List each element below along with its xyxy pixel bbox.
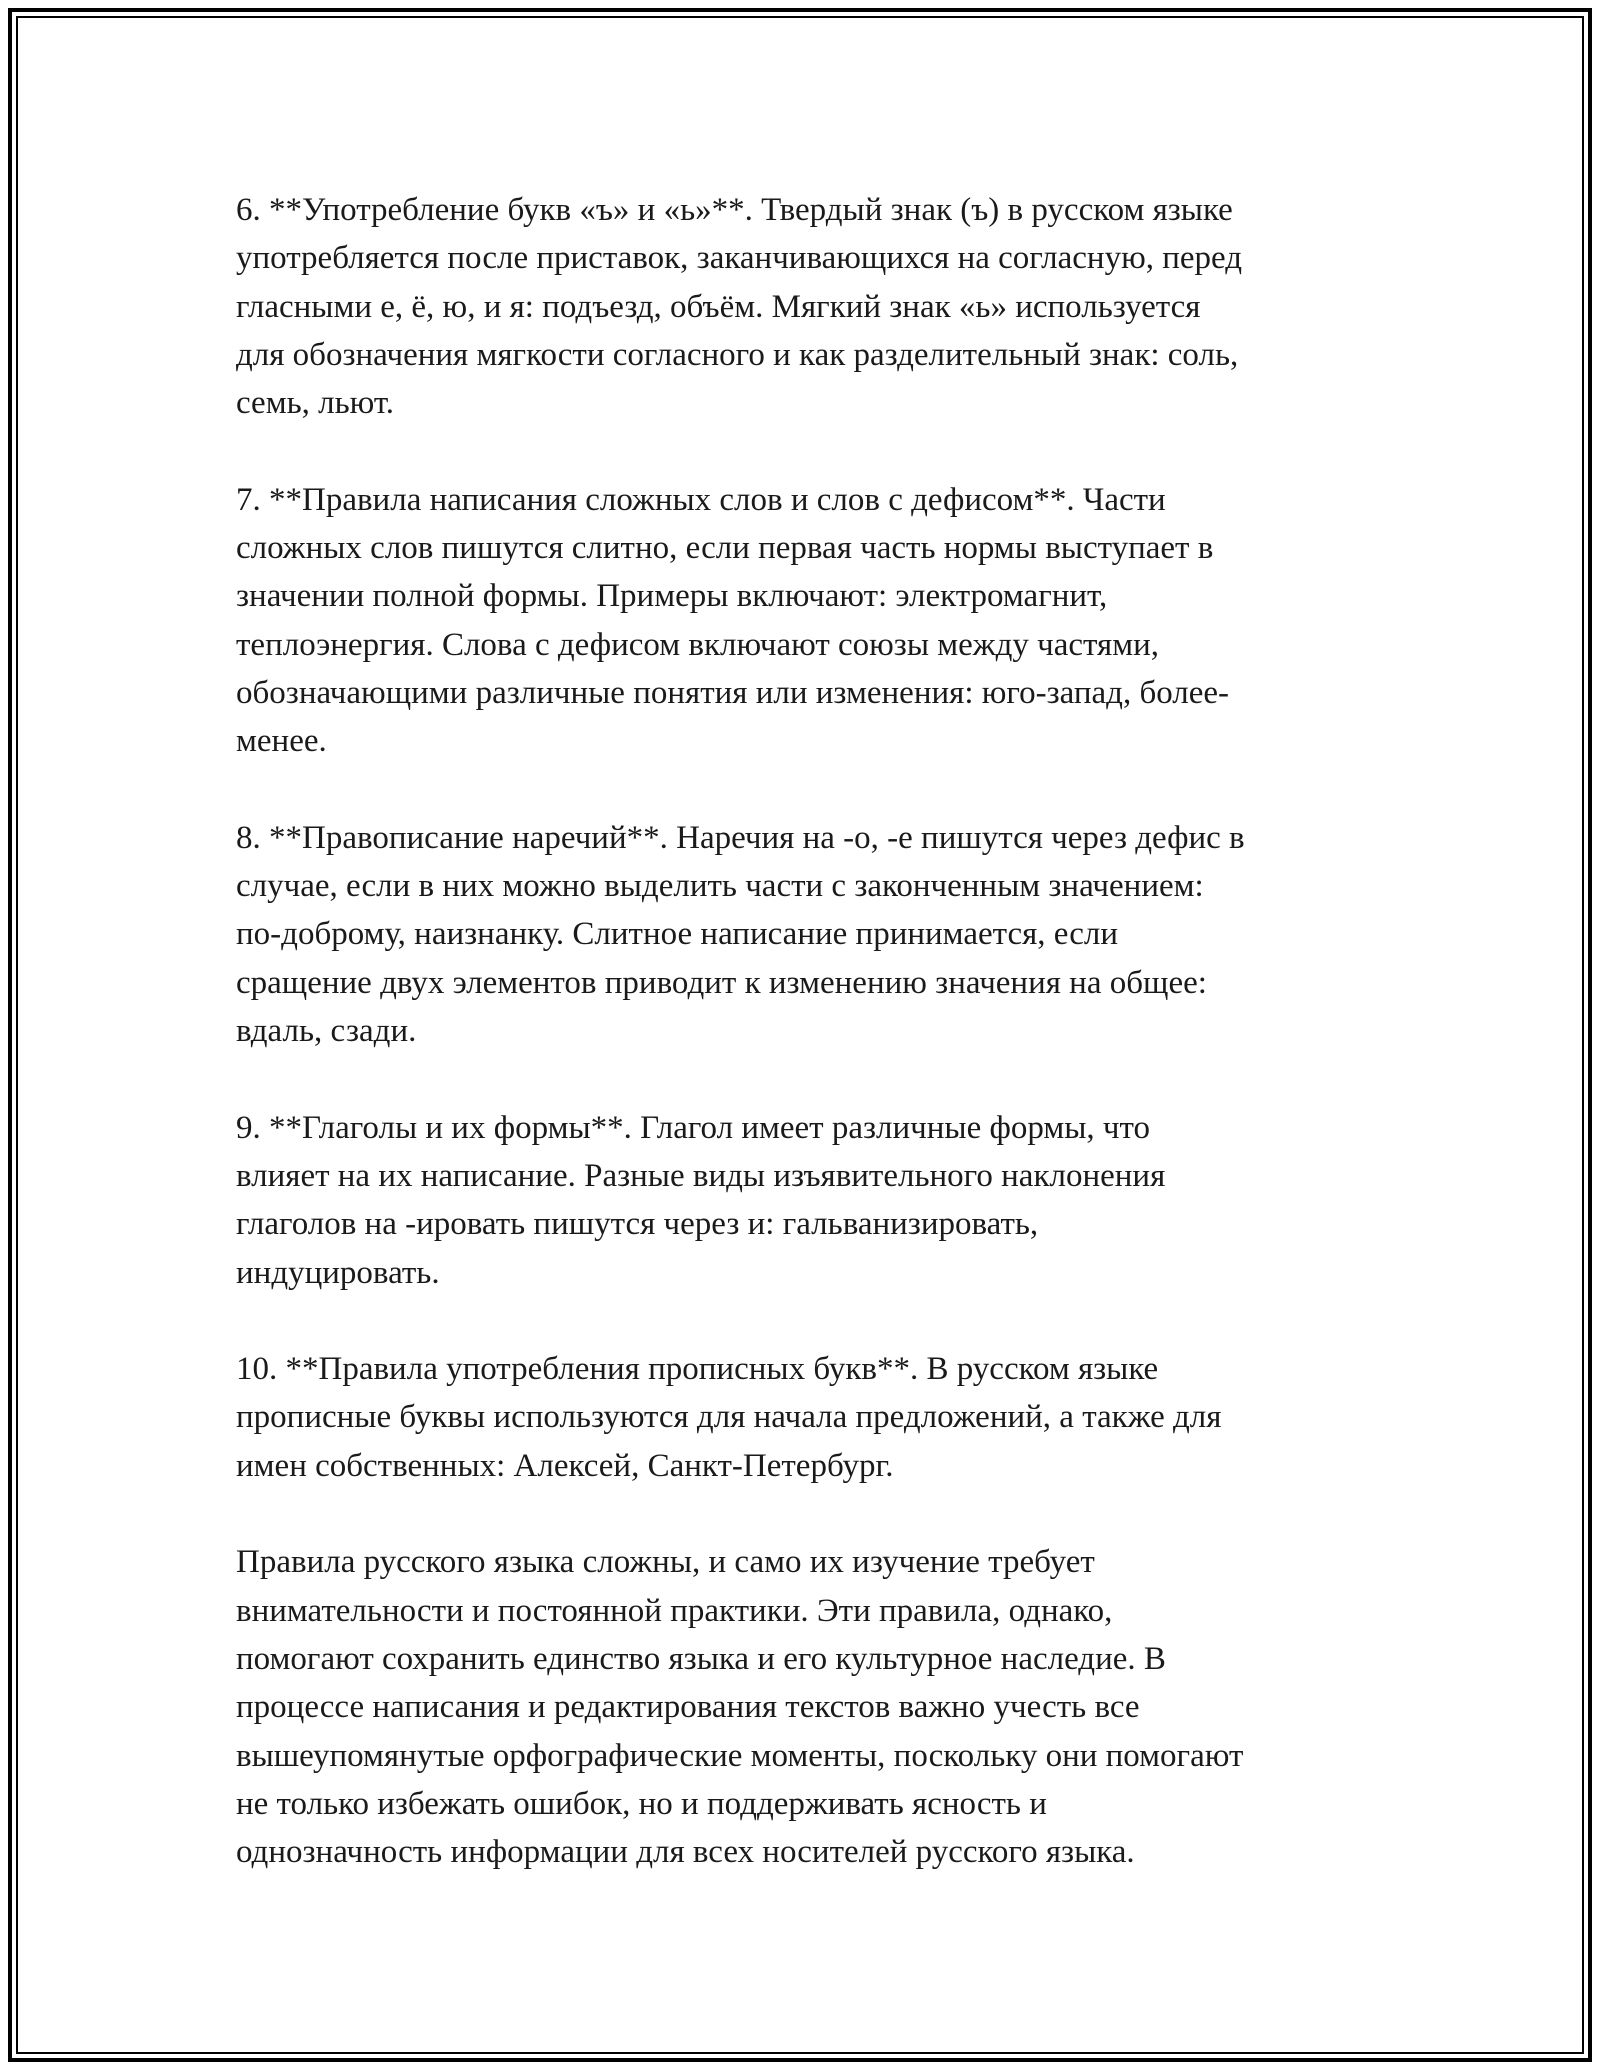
conclusion-paragraph: Правила русского языка сложны, и само их изучение требует внимательности и постоянной практики. Эти правила, однако, помогают сохранить единство языка и его культурное наследие. В процессе написания и редактирования текстов важно учесть все вышеупомянутые орфографические моменты, поскольку они помогают не только избежать ошибок, но и поддерживать ясность и однозначность информации для всех носителей русского языка. (236, 1544, 1244, 1871)
paragraph-6-hard-soft-sign: 6. **Употребление букв «ъ» и «ь»**. Твердый знак (ъ) в русском языке употребляется после приставок, заканчивающихся на согласную, перед гласными е, ё, ю, и я: подъезд, объём. Мягкий знак «ь» используется для обозначения мягкости согласного и как разделительный знак: соль, семь, льют. (236, 192, 1243, 422)
paragraph-7-compound-words: 7. **Правила написания сложных слов и слов с дефисом**. Части сложных слов пишутся слитно, если первая часть нормы выступает в значении полной формы. Примеры включают: электромагнит, теплоэнергия. Слова с дефисом включают союзы между частями, обозначающими различные понятия или изменения: юго-запад, более- менее. (236, 481, 1230, 760)
document-body (236, 186, 1366, 1876)
paragraph-10-capital-letters: 10. **Правила употребления прописных букв**. В русском языке прописные буквы используются для начала предложений, а также для имен собственных: Алексей, Санкт-Петербург. (236, 1351, 1222, 1484)
paragraph-8-adverbs: 8. **Правописание наречий**. Наречия на -о, -е пишутся через дефис в случае, если в них можно выделить части с законченным значением: по-доброму, наизнанку. Слитное написание принимается, если сращение двух элементов приводит к изменению значения на общее: вдаль, сзади. (236, 819, 1245, 1050)
paragraph-9-verbs: 9. **Глаголы и их формы**. Глагол имеет различные формы, что влияет на их написание. Разные виды изъявительного наклонения глаголов на -ировать пишутся через и: гальванизировать, индуцировать. (236, 1109, 1166, 1291)
